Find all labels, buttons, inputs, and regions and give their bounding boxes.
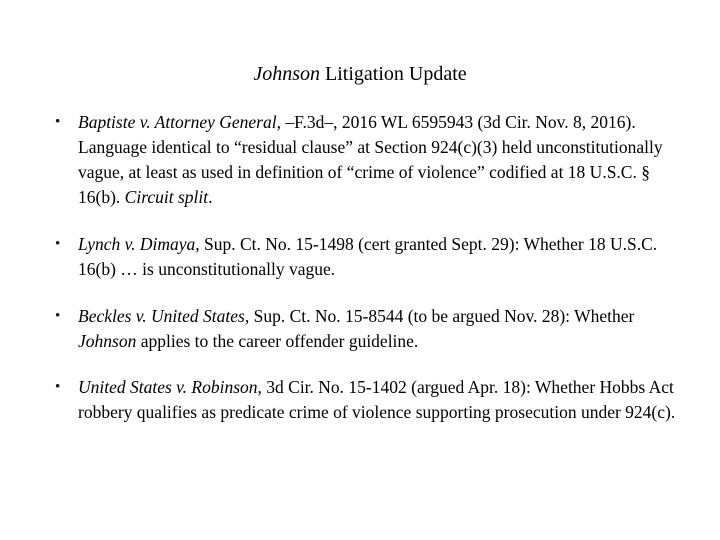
bullet-list [55, 110, 685, 447]
case-note-end: . [208, 187, 213, 207]
case-name: Lynch v. Dimaya [78, 234, 196, 254]
bullet-item-dimaya [55, 232, 685, 282]
case-note: Circuit split [124, 187, 209, 207]
bullet-icon: • [55, 379, 61, 395]
bullet-icon: • [55, 308, 61, 324]
case-name: United States v. Robinson [78, 377, 258, 397]
title-case-name: Johnson [253, 63, 321, 85]
case-description: , 3d Cir. No. 15-1402 (argued Apr. 18): Whether Hobbs Act robbery qualifies as predicate crime of violence supporting prosecution under 924(c). [78, 377, 676, 422]
bullet-item-beckles [55, 304, 685, 354]
case-name: Beckles v. United States [78, 306, 245, 326]
case-description: , Sup. Ct. No. 15-1498 (cert granted Sept. 29): Whether 18 U.S.C. 16(b) … is unconstitutionally vague. [78, 234, 658, 279]
slide-title [0, 60, 720, 88]
bullet-item-baptiste [55, 110, 685, 210]
case-description-a: , Sup. Ct. No. 15-8544 (to be argued Nov. 28): Whether [244, 306, 635, 326]
case-name: Baptiste v. Attorney General [78, 112, 277, 132]
bullet-icon: • [55, 236, 61, 252]
bullet-item-robinson [55, 375, 685, 425]
title-text: Litigation Update [320, 63, 467, 85]
bullet-icon: • [55, 114, 61, 130]
case-description: , –F.3d–, 2016 WL 6595943 (3d Cir. Nov. 8, 2016). Language identical to “residual clause” at Section 924(c)(3) held unconstitutionally vague, at least as used in definition of “crime of violence” codified at 18 U.S.C. § 16(b). [78, 112, 663, 207]
case-description-b: applies to the career offender guideline. [136, 331, 419, 351]
inline-case-name: Johnson [78, 331, 137, 351]
